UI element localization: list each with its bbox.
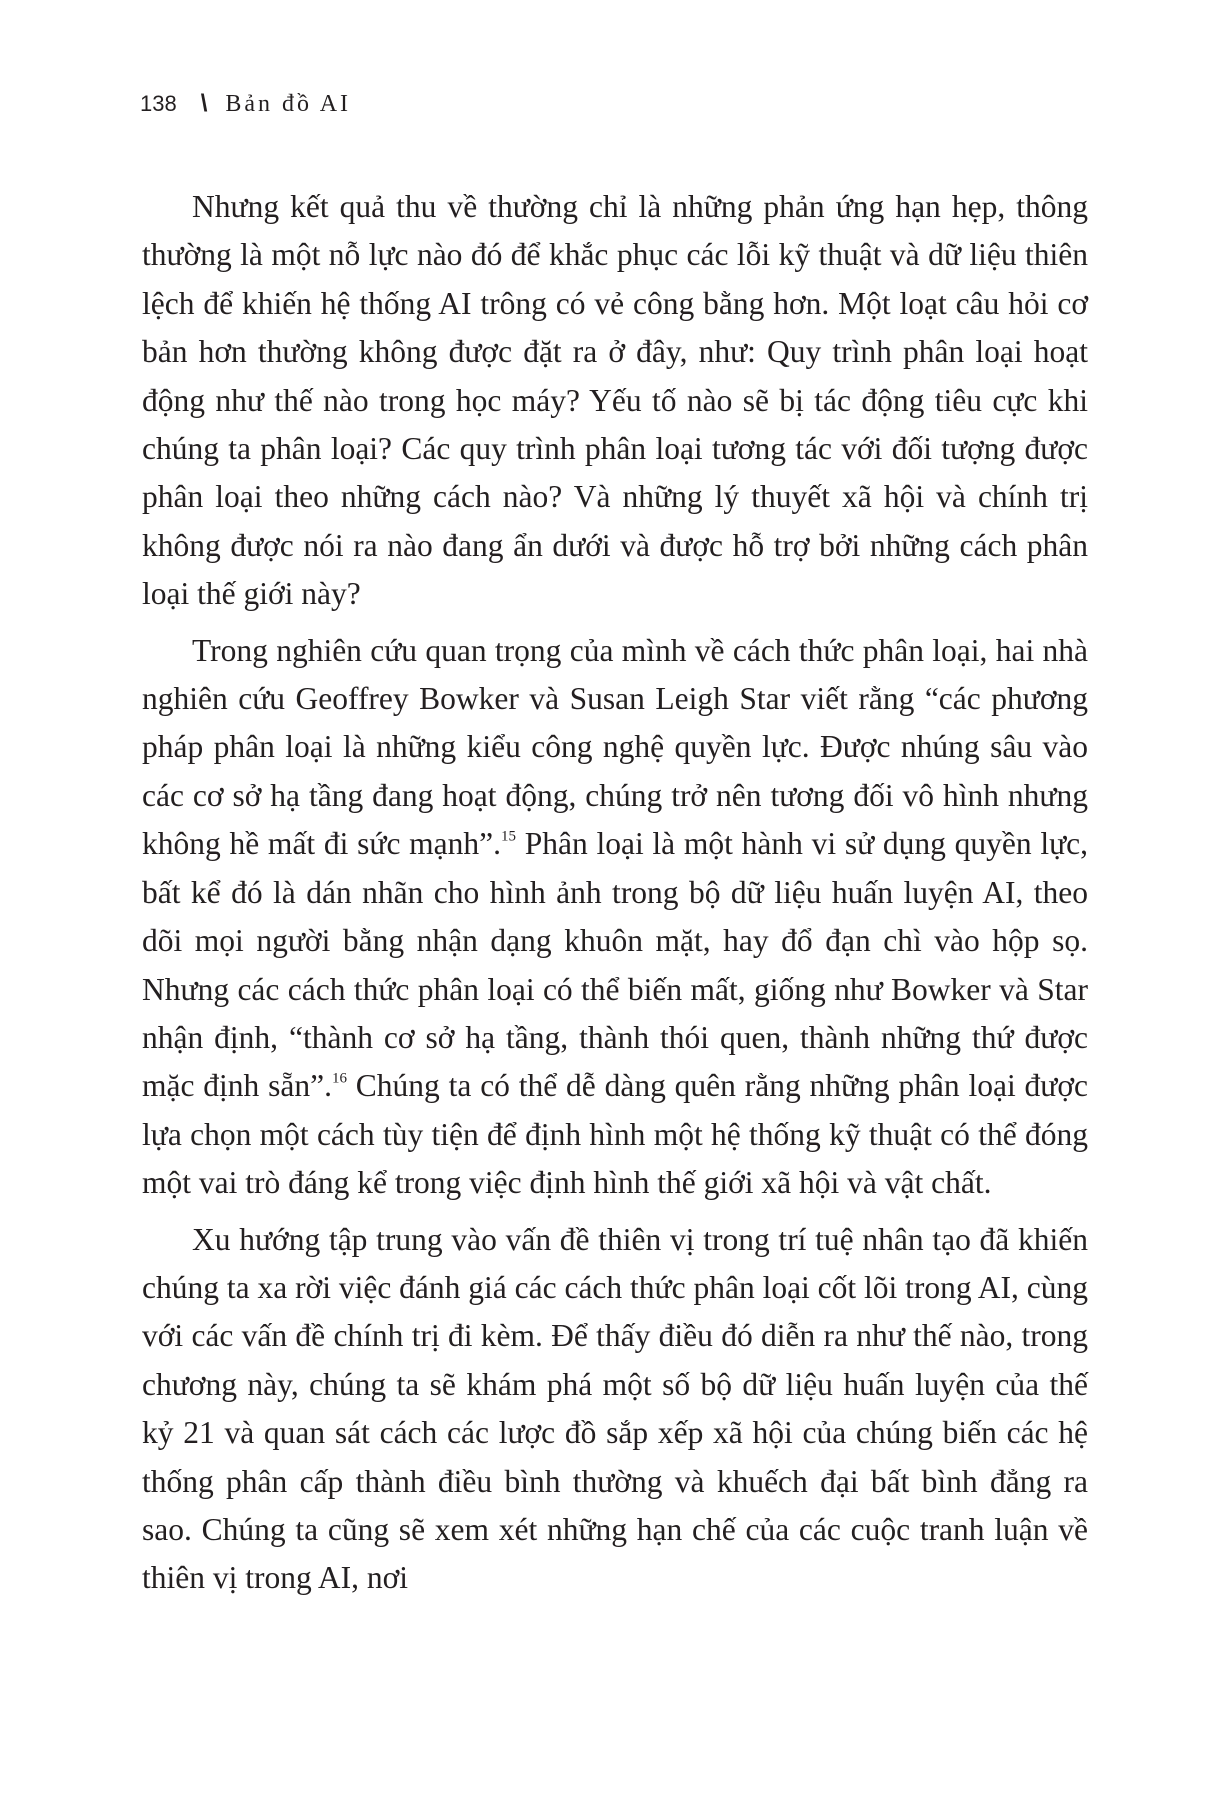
paragraph-2-part-3: Chúng ta có thể dễ dàng quên rằng những phân loại được lựa chọn một cách tùy tiện để định hình một hệ thống kỹ thuật có thể đóng một vai trò đáng kể trong việc định hình thế giới xã hội và vật chất. [142,1068,1089,1201]
header-separator: \ [200,90,210,117]
paragraph-2-part-2: Phân loại là một hành vi sử dụng quyền lực, bất kể đó là dán nhãn cho hình ảnh trong bộ dữ liệu huấn luyện AI, theo dõi mọi người bằng nhận dạng khuôn mặt, hay đổ đạn chì vào hộp sọ. Nhưng các cách thức phân loại có thể biến mất, giống như Bowker và Star nhận định, “thành cơ sở hạ tầng, thành thói quen, thành những thứ được mặc định sẵn”. [142,826,1088,1104]
footnote-ref-15[interactable]: 15 [501,828,517,845]
paragraph-2-part-1: Trong nghiên cứu quan trọng của mình về cách thức phân loại, hai nhà nghiên cứu Geoffrey Bowker và Susan Leigh Star viết rằng “các phương pháp phân loại là những kiểu công nghệ quyền lực. Được nhúng sâu vào các cơ sở hạ tầng đang hoạt động, chúng trở nên tương đối vô hình nhưng không hề mất đi sức mạnh”. [142,632,1088,862]
paragraph-3: Xu hướng tập trung vào vấn đề thiên vị trong trí tuệ nhân tạo đã khiến chúng ta xa rời việc đánh giá các cách thức phân loại cốt lõi trong AI, cùng với các vấn đề chính trị đi kèm. Để thấy điều đó diễn ra như thế nào, trong chương này, chúng ta sẽ khám phá một số bộ dữ liệu huấn luyện của thế kỷ 21 và quan sát cách các lược đồ sắp xếp xã hội của chúng biến các hệ thống phân cấp thành điều bình thường và khuếch đại bất bình đẳng ra sao. Chúng ta cũng sẽ xem xét những hạn chế của các cuộc tranh luận về thiên vị trong AI, nơi [142,1221,1089,1596]
body-text [142,183,1088,1603]
book-title: Bản đồ AI [225,90,352,117]
paragraph-1: Nhưng kết quả thu về thường chỉ là những phản ứng hạn hẹp, thông thường là một nỗ lực nào đó để khắc phục các lỗi kỹ thuật và dữ liệu thiên lệch để khiến hệ thống AI trông có vẻ công bằng hơn. Một loạt câu hỏi cơ bản hơn thường không được đặt ra ở đây, như: Quy trình phân loại hoạt động như thế nào trong học máy? Yếu tố nào sẽ bị tác động tiêu cực khi chúng ta phân loại? Các quy trình phân loại tương tác với đối tượng được phân loại theo những cách nào? Và những lý thuyết xã hội và chính trị không được nói ra nào đang ẩn dưới và được hỗ trợ bởi những cách phân loại thế giới này? [142,189,1088,612]
paragraph-2 [142,627,1088,1208]
running-header [140,84,351,124]
page-number: 138 [140,91,177,116]
footnote-ref-16[interactable]: 16 [331,1070,347,1087]
